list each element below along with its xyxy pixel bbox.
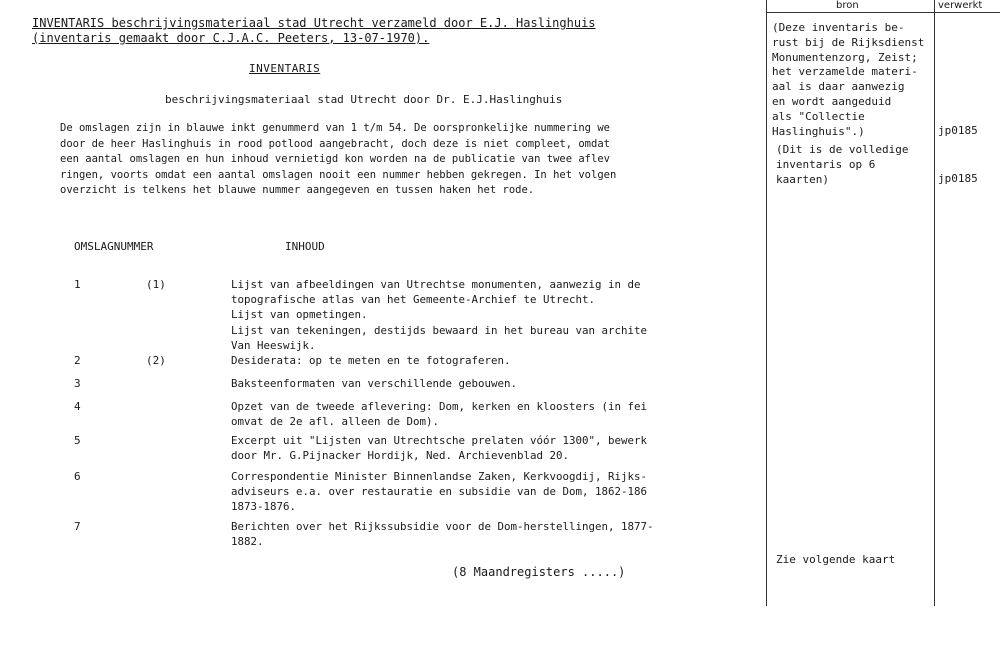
entry-number: 7 (74, 520, 81, 533)
entry-number: 1 (74, 278, 81, 291)
column-header-inhoud: INHOUD (285, 240, 325, 253)
column-header-bron: bron (836, 0, 859, 11)
sidebar-column-divider (934, 0, 935, 606)
entry-line: topografische atlas van het Gemeente-Archief te Utrecht. (231, 293, 596, 307)
intro-paragraph (60, 121, 700, 199)
sidebar-note-line: inventaris op 6 (776, 157, 876, 171)
entry-line: door Mr. G.Pijnacker Hordijk, Ned. Archievenblad 20. (231, 449, 570, 463)
sidebar-note-line: en wordt aangeduid (772, 94, 892, 108)
sidebar-note-1 (772, 21, 934, 139)
intro-line: ringen, voorts omdat een aantal omslagen nooit een nummer hebben gekregen. In het volgen (60, 168, 617, 181)
entry-line: Van Heeswijk. (231, 338, 316, 352)
footer-note: (8 Maandregisters .....) (452, 565, 626, 579)
entry-line: Opzet van de tweede aflevering: Dom, kerken en kloosters (in fei (231, 400, 648, 413)
page-subtitle: beschrijvingsmateriaal stad Utrecht door Dr. E.J.Haslinghuis (165, 93, 563, 106)
sidebar-note-line: als "Collectie (772, 109, 865, 123)
entry-number: 5 (74, 434, 81, 447)
entry-number: 4 (74, 400, 81, 413)
sidebar-note-2 (776, 143, 934, 187)
sidebar-note-line: het verzamelde materi- (772, 65, 918, 79)
entry-line: Baksteenformaten van verschillende gebouwen. (231, 377, 518, 390)
column-header-verwerkt: verwerkt (938, 0, 983, 11)
sidebar-note-line: aal is daar aanwezig (772, 80, 905, 94)
header-line-2-text: (inventaris gemaakt door C.J.A.C. Peeters, 13-07-1970). (32, 31, 430, 45)
entry-line: Desiderata: op te meten en te fotograferen. (231, 354, 511, 367)
sidebar-note-line: rust bij de Rijksdienst (772, 35, 925, 49)
sidebar-code-2: jp0185 (938, 172, 978, 185)
intro-line: overzicht is telkens het blauwe nummer aangegeven en tussen haken het rode. (60, 184, 535, 196)
header-line-1-text: INVENTARIS beschrijvingsmateriaal stad Utrecht verzameld door E.J. Haslinghuis (32, 16, 596, 30)
header-line-2 (32, 31, 429, 45)
intro-line: door de heer Haslinghuis in rood potlood aangebracht, doch deze is niet compleet, omdat (60, 137, 610, 150)
entry-line: 1873-1876. (231, 500, 297, 514)
sidebar-note-line: (Deze inventaris be- (772, 21, 905, 34)
header-line-1 (32, 16, 596, 30)
entry-line: adviseurs e.a. over restauratie en subsidie van de Dom, 1862-186 (231, 485, 648, 499)
sidebar-left-border (766, 0, 767, 606)
sidebar-code-1: jp0185 (938, 124, 978, 137)
sidebar-note-line: Monumentenzorg, Zeist; (772, 50, 918, 64)
entry-number: 3 (74, 377, 81, 390)
entry-line: Correspondentie Minister Binnenlandse Zaken, Kerkvoogdij, Rijks- (231, 470, 648, 483)
entry-red-number: (2) (146, 354, 166, 367)
intro-line: een aantal omslagen en hun inhoud vernietigd kon worden na de publicatie van twee aflev (60, 153, 610, 165)
entry-line: omvat de 2e afl. alleen de Dom). (231, 415, 440, 429)
sidebar-note-line: Haslinghuis".) (772, 124, 865, 138)
sidebar-note-line: kaarten) (776, 172, 829, 186)
entry-line: Lijst van tekeningen, destijds bewaard in het bureau van archite (231, 323, 648, 337)
sidebar-next-card: Zie volgende kaart (776, 553, 896, 566)
entry-line: Excerpt uit "Lijsten van Utrechtsche prelaten vóór 1300", bewerk (231, 434, 648, 447)
entry-line: 1882. (231, 535, 264, 549)
entry-number: 6 (74, 470, 81, 483)
entry-red-number: (1) (146, 278, 166, 291)
entry-line: Lijst van afbeeldingen van Utrechtse monumenten, aanwezig in de (231, 278, 641, 291)
intro-line: De omslagen zijn in blauwe inkt genummerd van 1 t/m 54. De oorspronkelijke nummering we (60, 122, 610, 134)
page-title: INVENTARIS (249, 62, 321, 75)
entry-line: Lijst van opmetingen. (231, 308, 368, 322)
column-header-omslag: OMSLAGNUMMER (74, 240, 154, 253)
sidebar-note-line: (Dit is de volledige (776, 143, 909, 156)
sidebar-header-divider (766, 12, 1000, 13)
entry-line: Berichten over het Rijkssubsidie voor de Dom-herstellingen, 1877- (231, 520, 654, 533)
entry-number: 2 (74, 354, 81, 367)
